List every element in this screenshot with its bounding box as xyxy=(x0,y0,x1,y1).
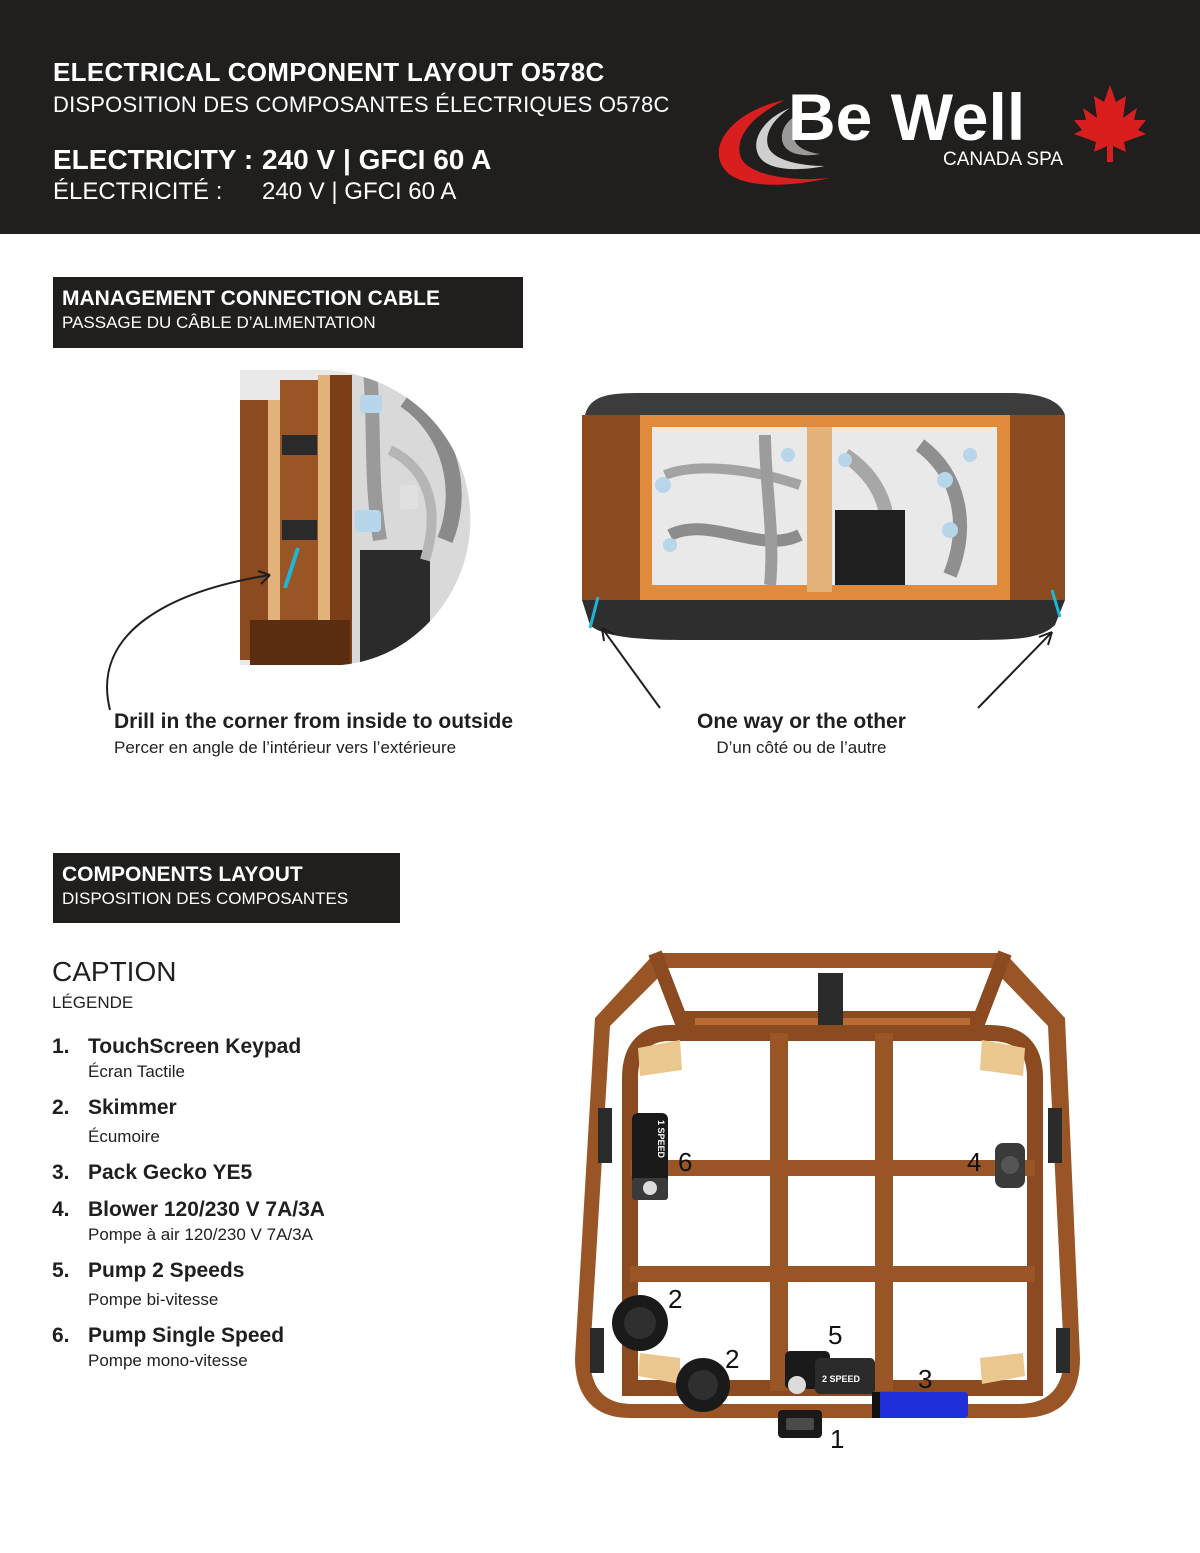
legend-item-number: 3. xyxy=(52,1161,70,1184)
legend-item xyxy=(52,1035,532,1096)
page-subtitle: DISPOSITION DES COMPOSANTES ÉLECTRIQUES O578C xyxy=(53,92,670,117)
logo-brand-text: Be Well xyxy=(788,80,1026,154)
legend-item-number: 6. xyxy=(52,1324,70,1347)
pump-two-speed-label: 2 SPEED xyxy=(822,1374,861,1384)
legend-item-sublabel: Pompe bi-vitesse xyxy=(88,1290,219,1309)
section-cable-title: MANAGEMENT CONNECTION CABLE xyxy=(62,287,440,310)
brand-logo xyxy=(700,70,1160,200)
electricity-label: ELECTRICITY : xyxy=(53,144,254,175)
blower-icon xyxy=(995,1143,1025,1188)
either-side-arrows xyxy=(590,610,1070,720)
touchscreen-keypad-icon xyxy=(778,1410,822,1438)
logo-tagline: CANADA SPA xyxy=(943,149,1064,170)
legend-item-sublabel: Écran Tactile xyxy=(88,1062,186,1081)
legend-item-label: Pump Single Speed xyxy=(88,1324,285,1347)
drill-pointer-arrow xyxy=(95,560,295,720)
marker-2b: 2 xyxy=(725,1344,740,1374)
legend-list xyxy=(52,1035,532,1374)
marker-2a: 2 xyxy=(668,1284,683,1314)
skimmer-icon xyxy=(676,1358,730,1412)
pump-single-speed-label: 1 SPEED xyxy=(656,1120,666,1159)
drill-caption-text-fr: Percer en angle de l’intérieur vers l’extérieure xyxy=(114,738,457,757)
marker-6: 6 xyxy=(678,1147,693,1177)
components-layout-diagram xyxy=(570,948,1090,1458)
legend-item xyxy=(52,1096,532,1161)
legend-item xyxy=(52,1161,532,1198)
legend-item xyxy=(52,1324,532,1374)
legend-item-label: Blower 120/230 V 7A/3A xyxy=(88,1198,325,1221)
single-speed-pump-icon xyxy=(632,1113,668,1200)
electricity-value-fr: 240 V | GFCI 60 A xyxy=(262,178,457,205)
marker-4: 4 xyxy=(967,1147,982,1177)
legend-item xyxy=(52,1198,532,1259)
either-caption xyxy=(697,710,906,758)
drill-caption xyxy=(114,710,513,758)
section-layout-label xyxy=(53,853,400,923)
legend-subtitle: LÉGENDE xyxy=(52,993,134,1012)
legend-item-number: 4. xyxy=(52,1198,70,1221)
drill-caption-text: Drill in the corner from inside to outside xyxy=(114,710,514,733)
page-title: ELECTRICAL COMPONENT LAYOUT O578C xyxy=(53,57,605,87)
legend-item-number: 5. xyxy=(52,1259,70,1282)
marker-3: 3 xyxy=(918,1364,933,1394)
electricity-label-fr: ÉLECTRICITÉ : xyxy=(53,178,223,205)
maple-leaf-icon xyxy=(1074,85,1146,162)
skimmer-icon xyxy=(612,1295,668,1351)
legend-item-label: Pump 2 Speeds xyxy=(88,1259,245,1282)
legend-item-label: Skimmer xyxy=(88,1096,177,1119)
either-caption-text: One way or the other xyxy=(697,710,906,733)
section-cable-subtitle: PASSAGE DU CÂBLE D’ALIMENTATION xyxy=(62,313,376,332)
section-cable-label xyxy=(53,277,523,348)
electricity-value: 240 V | GFCI 60 A xyxy=(262,144,492,175)
legend-item xyxy=(52,1259,532,1324)
page-header xyxy=(0,0,1200,234)
marker-5: 5 xyxy=(828,1320,843,1350)
marker-1: 1 xyxy=(830,1424,845,1454)
pack-gecko-icon xyxy=(872,1392,968,1418)
legend-item-number: 1. xyxy=(52,1035,70,1058)
legend-title: CAPTION xyxy=(52,956,177,987)
legend-item-label: TouchScreen Keypad xyxy=(88,1035,302,1058)
either-caption-text-fr: D’un côté ou de l’autre xyxy=(716,738,887,757)
section-layout-subtitle: DISPOSITION DES COMPOSANTES xyxy=(62,889,349,908)
legend-item-label: Pack Gecko YE5 xyxy=(88,1161,253,1184)
legend-item-number: 2. xyxy=(52,1096,70,1119)
legend-item-sublabel: Écumoire xyxy=(88,1127,160,1146)
legend-item-sublabel: Pompe à air 120/230 V 7A/3A xyxy=(88,1225,313,1244)
section-layout-title: COMPONENTS LAYOUT xyxy=(62,863,303,886)
legend-item-sublabel: Pompe mono-vitesse xyxy=(88,1351,248,1370)
